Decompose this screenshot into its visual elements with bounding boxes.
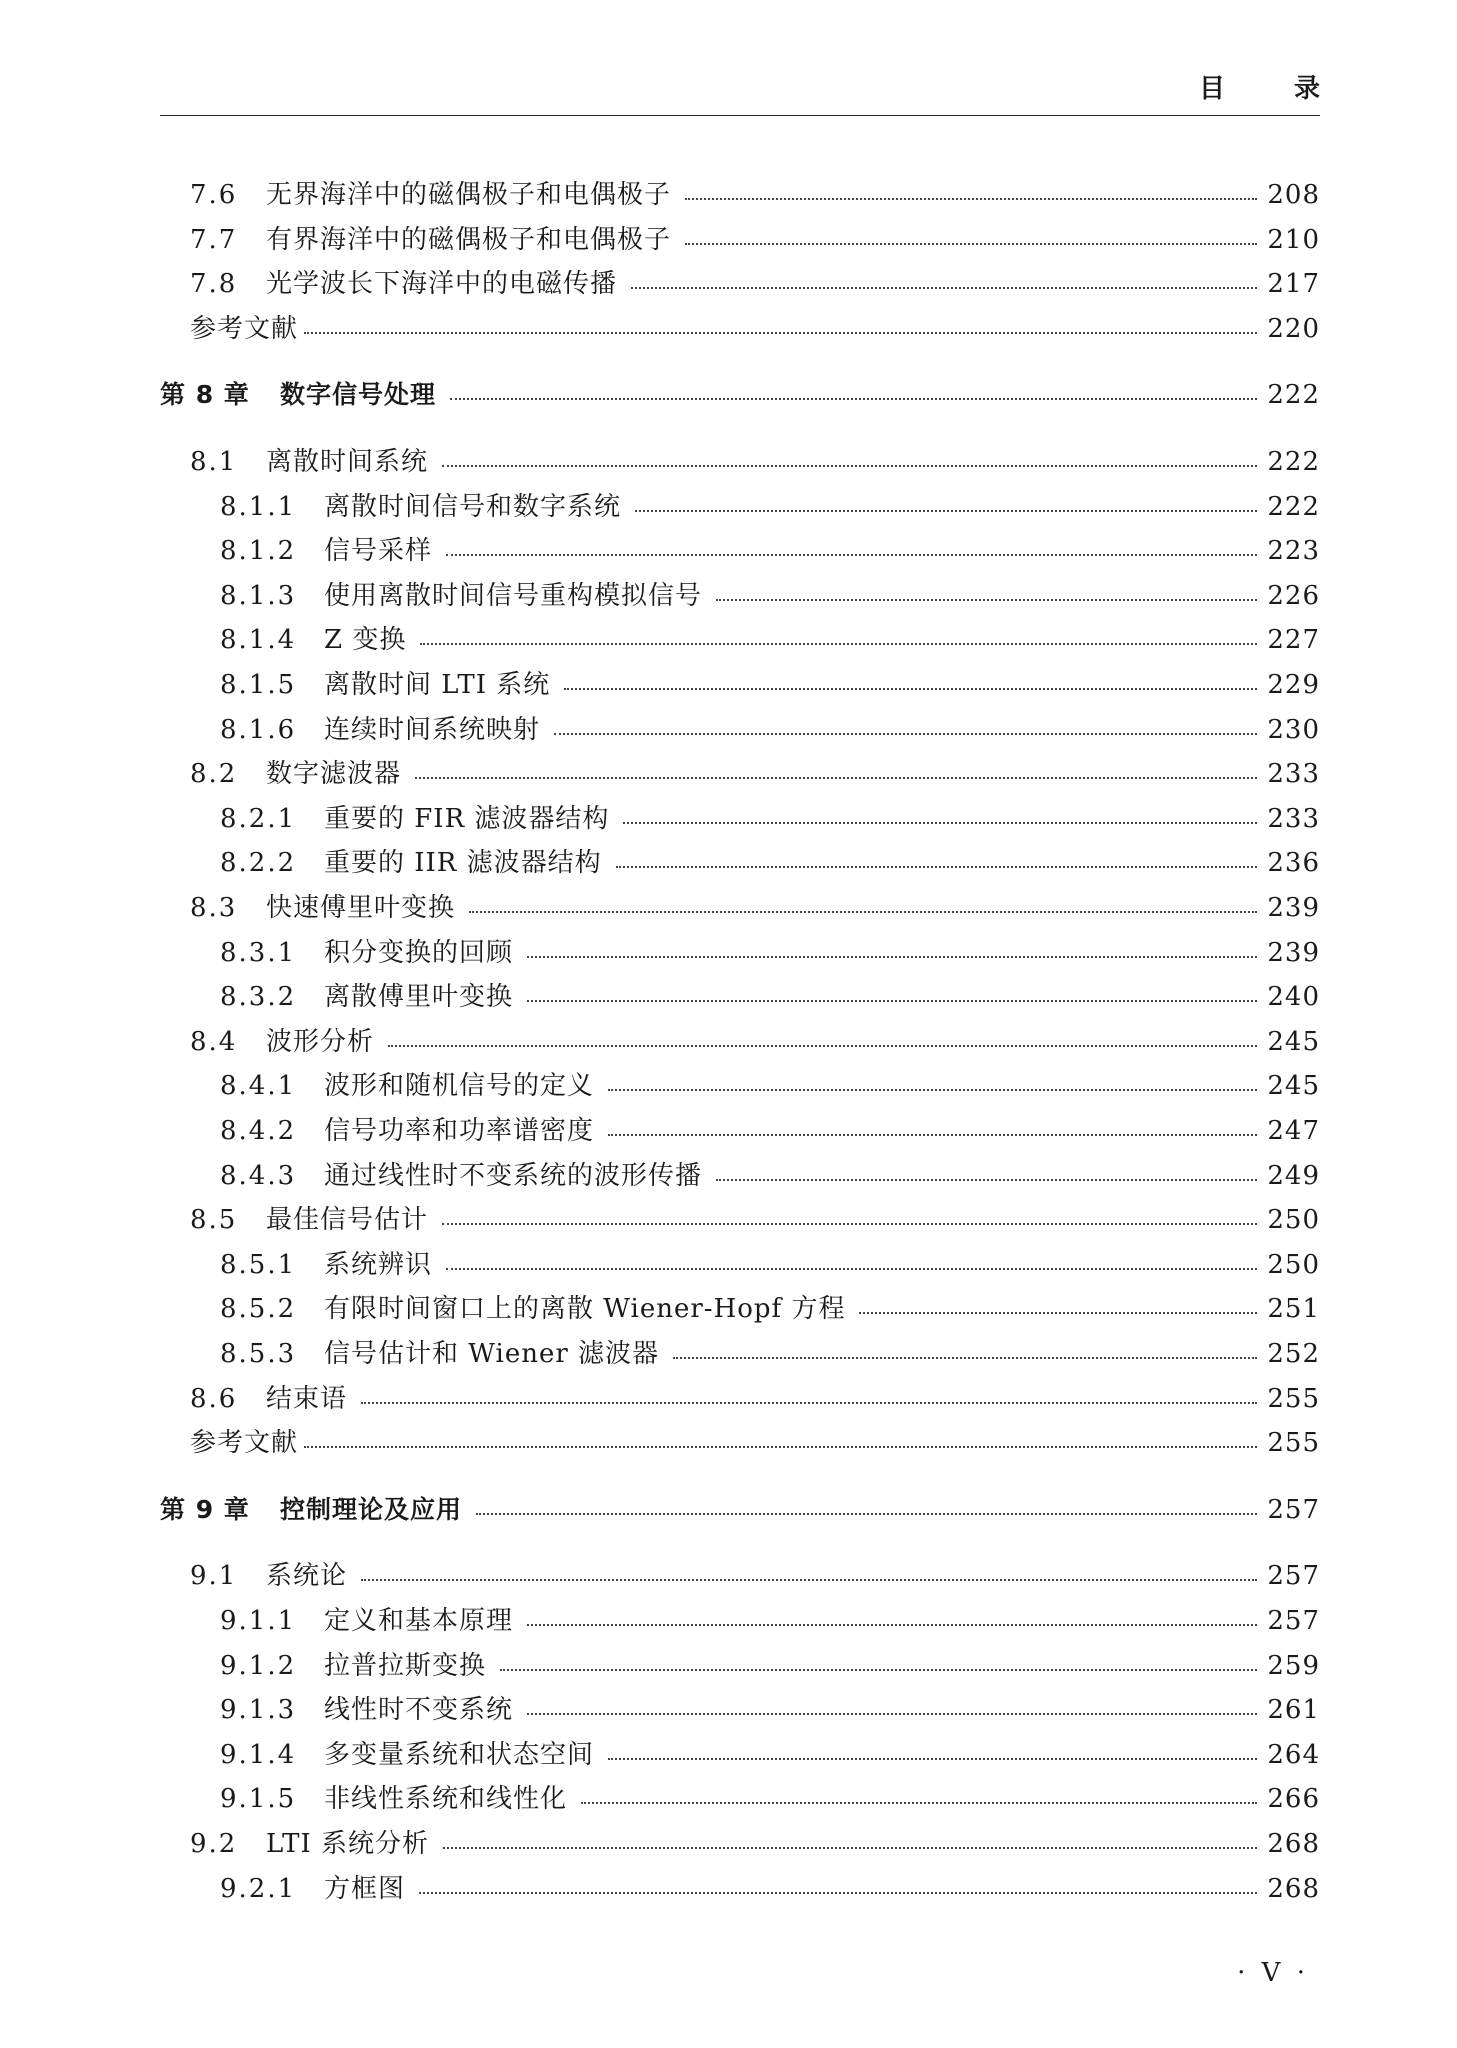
toc-entry-number: 9.2.1 [220,1873,297,1904]
toc-entry-page: 240 [1267,982,1320,1013]
toc-section-entry[interactable] [160,175,1320,215]
toc-entry-page: 233 [1267,759,1320,790]
toc-leader-dots [500,1669,1257,1671]
toc-entry-page: 264 [1267,1739,1320,1770]
toc-entry-title: 积分变换的回顾 [324,937,514,968]
toc-entry-title: 有限时间窗口上的离散 Wiener-Hopf 方程 [324,1294,846,1325]
toc-entry-page: 252 [1267,1339,1320,1369]
toc-subsection-entry[interactable] [160,1690,1320,1730]
toc-leader-dots [554,733,1257,735]
toc-entry-page: 257 [1267,1494,1320,1525]
toc-entry-number: 9.1.2 [220,1650,297,1681]
toc-entry-number: 8.1.4 [220,625,297,656]
toc-leader-dots [623,822,1257,824]
toc-entry-number: 7.8 [190,269,238,300]
toc-entry-number: 8.6 [190,1383,238,1414]
toc-subsection-entry[interactable] [160,1156,1320,1196]
toc-entry-title: 拉普拉斯变换 [324,1650,487,1681]
toc-leader-dots [859,1312,1257,1314]
toc-entry-number: 7.7 [190,224,238,255]
toc-subsection-entry[interactable] [160,1289,1320,1329]
toc-leader-dots [361,1402,1257,1404]
toc-entry-number: 8.3.1 [220,937,297,968]
toc-entry-number: 9.1 [190,1561,238,1592]
toc-entry-title: 离散时间信号和数字系统 [324,491,622,522]
toc-entry-number: 9.1.3 [220,1695,297,1726]
toc-entry-page: 249 [1267,1160,1320,1191]
toc-leader-dots [450,398,1257,400]
toc-leader-dots [415,777,1257,779]
toc-entry-page: 210 [1267,224,1320,255]
toc-section-entry[interactable] [160,1200,1320,1240]
toc-entry-page: 251 [1267,1294,1320,1325]
toc-entry-title: 离散时间系统 [266,447,429,477]
toc-leader-dots [616,866,1258,868]
toc-entry-number: 9.1.4 [220,1739,297,1770]
toc-leader-dots [469,911,1257,913]
toc-entry-number: 8.1.3 [220,580,297,611]
toc-entry-number: 8.1.5 [220,670,297,700]
toc-entry-page: 257 [1267,1606,1320,1636]
toc-entry-title: 参考文献 [190,1428,299,1459]
toc-entry-page: 220 [1267,313,1320,344]
toc-entry-title: Z 变换 [324,625,407,656]
toc-section-entry[interactable] [160,1379,1320,1419]
toc-entry-page: 227 [1267,625,1320,656]
toc-subsection-entry[interactable] [160,933,1320,973]
toc-leader-dots [476,1513,1257,1515]
toc-leader-dots [685,243,1257,245]
toc-subsection-entry[interactable] [160,620,1320,660]
toc-leader-dots [527,956,1257,958]
toc-subsection-entry[interactable] [160,1779,1320,1819]
toc-subsection-entry[interactable] [160,487,1320,527]
toc-subsection-entry[interactable] [160,799,1320,839]
toc-entry-title: 波形和随机信号的定义 [324,1071,595,1102]
toc-entry-page: 222 [1267,447,1320,477]
toc-entry-title: 系统论 [266,1561,348,1592]
toc-subsection-entry[interactable] [160,531,1320,571]
toc-entry-page: 259 [1267,1650,1320,1681]
toc-entry-title: LTI 系统分析 [266,1829,430,1859]
toc-entry-page: 245 [1267,1026,1320,1057]
toc-subsection-entry[interactable] [160,1646,1320,1686]
toc-leader-dots [361,1579,1257,1581]
toc-leader-dots [608,1089,1257,1091]
toc-entry-number: 9.2 [190,1829,238,1859]
toc-entry-page: 236 [1267,848,1320,879]
toc-leader-dots [442,465,1257,467]
toc-subsection-entry[interactable] [160,1601,1320,1641]
toc-entry-title: 定义和基本原理 [324,1606,514,1636]
toc-leader-dots [673,1357,1257,1359]
toc-entry-title: 多变量系统和状态空间 [324,1739,595,1770]
toc-entry-number: 8.2 [190,759,238,790]
toc-entry-page: 250 [1267,1205,1320,1236]
toc-entry-number: 8.4.3 [220,1160,297,1191]
toc-entry-page: 223 [1267,536,1320,567]
toc-entry-page: 261 [1267,1695,1320,1726]
toc-entry-title: 参考文献 [190,313,299,344]
toc-chapter-entry[interactable] [160,375,1320,415]
toc-entry-title: 控制理论及应用 [280,1494,463,1524]
toc-entry-page: 257 [1267,1561,1320,1592]
toc-entry-title: 有界海洋中的磁偶极子和电偶极子 [266,224,672,255]
page-number: · V · [1237,1958,1309,1988]
toc-entry-number: 8.1.6 [220,714,297,745]
toc-entry-title: 通过线性时不变系统的波形传播 [324,1160,703,1191]
toc-entry-number: 8.5 [190,1205,238,1236]
toc-entry-title: 光学波长下海洋中的电磁传播 [266,269,618,300]
toc-leader-dots [716,599,1257,601]
toc-entry-number: 9.1.5 [220,1784,297,1815]
toc-entry-title: 快速傅里叶变换 [266,893,456,923]
toc-entry-title: 最佳信号估计 [266,1205,429,1236]
toc-entry-page: 222 [1267,491,1320,522]
toc-entry-page: 268 [1267,1873,1320,1904]
toc-entry-title: 系统辨识 [324,1249,433,1280]
toc-entry-title: 非线性系统和线性化 [324,1784,568,1815]
toc-entry-title: 方框图 [324,1873,406,1904]
toc-entry-title: 无界海洋中的磁偶极子和电偶极子 [266,180,672,210]
toc-entry-title: 重要的 IIR 滤波器结构 [324,848,602,879]
toc-entry-title: 信号采样 [324,536,433,567]
toc-leader-dots [446,1268,1257,1270]
toc-subsection-entry[interactable] [160,1869,1320,1909]
toc-entry-page: 266 [1267,1784,1320,1815]
toc-leader-dots [581,1802,1257,1804]
toc-entry-number: 8.3.2 [220,982,297,1013]
toc-subsection-entry[interactable] [160,710,1320,750]
toc-entry-number: 8.4 [190,1026,238,1057]
toc-entry-page: 229 [1267,670,1320,700]
toc-subsection-entry[interactable] [160,977,1320,1017]
toc-entry-title: 结束语 [266,1383,348,1414]
toc-leader-dots [608,1758,1257,1760]
toc-section-entry[interactable] [160,442,1320,482]
toc-entry-title: 重要的 FIR 滤波器结构 [324,803,610,834]
toc-entry-number: 8.5.1 [220,1249,297,1280]
toc-section-entry[interactable] [160,220,1320,260]
toc-entry-page: 245 [1267,1071,1320,1102]
toc-entry-page: 255 [1267,1383,1320,1414]
toc-entry-number: 8.1 [190,447,238,477]
toc-leader-dots [442,1223,1257,1225]
toc-entry-page: 268 [1267,1829,1320,1859]
toc-entry-title: 离散傅里叶变换 [324,982,514,1013]
toc-subsection-entry[interactable] [160,576,1320,616]
toc-entry-number: 8.2.2 [220,848,297,879]
toc-entry-title: 线性时不变系统 [324,1695,514,1726]
toc-subsection-entry[interactable] [160,843,1320,883]
toc-entry-number: 8.4.2 [220,1116,297,1146]
toc-section-entry[interactable] [160,1824,1320,1864]
toc-entry-title: 使用离散时间信号重构模拟信号 [324,580,703,611]
toc-references-entry[interactable] [160,1423,1320,1463]
toc-entry-page: 250 [1267,1249,1320,1280]
toc-subsection-entry[interactable] [160,1111,1320,1151]
toc-leader-dots [631,287,1257,289]
toc-chapter-entry[interactable] [160,1490,1320,1530]
toc-leader-dots [685,198,1257,200]
toc-entry-page: 239 [1267,893,1320,923]
toc-leader-dots [388,1045,1257,1047]
toc-entry-number: 8.1.1 [220,491,297,522]
toc-entry-number: 第 9 章 [160,1494,250,1524]
toc-subsection-entry[interactable] [160,1066,1320,1106]
toc-leader-dots [716,1179,1257,1181]
toc-section-entry[interactable] [160,754,1320,794]
toc-entry-title: 波形分析 [266,1026,375,1057]
toc-entry-title: 数字信号处理 [280,380,437,410]
toc-subsection-entry[interactable] [160,1245,1320,1285]
running-header-title: 目 录 [1198,74,1350,104]
toc-entry-number: 8.5.3 [220,1339,297,1369]
toc-entry-page: 239 [1267,937,1320,968]
toc-leader-dots [446,554,1257,556]
toc-leader-dots [635,510,1257,512]
toc-entry-page: 226 [1267,580,1320,611]
toc-entry-page: 222 [1267,380,1320,411]
toc-entry-title: 离散时间 LTI 系统 [324,670,551,700]
toc-section-entry[interactable] [160,1556,1320,1596]
toc-entry-page: 217 [1267,269,1320,300]
toc-leader-dots [564,688,1257,690]
toc-leader-dots [443,1847,1257,1849]
toc-entry-number: 8.3 [190,893,238,923]
toc-leader-dots [527,1713,1257,1715]
toc-entry-number: 8.1.2 [220,536,297,567]
toc-leader-dots [608,1134,1257,1136]
toc-entry-number: 7.6 [190,180,238,210]
toc-references-entry[interactable] [160,309,1320,349]
toc-leader-dots [304,332,1257,334]
toc-leader-dots [304,1446,1257,1448]
toc-leader-dots [420,643,1257,645]
toc-subsection-entry[interactable] [160,1735,1320,1775]
toc-entry-page: 255 [1267,1428,1320,1459]
toc-entry-number: 第 8 章 [160,380,250,410]
toc-section-entry[interactable] [160,1022,1320,1062]
toc-subsection-entry[interactable] [160,665,1320,705]
toc-entry-title: 数字滤波器 [266,759,402,790]
toc-entry-title: 连续时间系统映射 [324,714,541,745]
toc-entry-page: 208 [1267,180,1320,210]
toc-entry-title: 信号功率和功率谱密度 [324,1116,595,1146]
toc-leader-dots [419,1892,1257,1894]
toc-subsection-entry[interactable] [160,1334,1320,1374]
toc-entry-title: 信号估计和 Wiener 滤波器 [324,1339,660,1369]
toc-entry-page: 247 [1267,1116,1320,1146]
toc-section-entry[interactable] [160,264,1320,304]
toc-entry-page: 230 [1267,714,1320,745]
toc-leader-dots [527,1624,1257,1626]
toc-entry-number: 8.2.1 [220,803,297,834]
toc-leader-dots [527,1000,1257,1002]
toc-entry-number: 9.1.1 [220,1606,297,1636]
header-rule [160,115,1320,116]
toc-entry-number: 8.5.2 [220,1294,297,1325]
toc-entry-number: 8.4.1 [220,1071,297,1102]
toc-section-entry[interactable] [160,888,1320,928]
toc-entry-page: 233 [1267,803,1320,834]
